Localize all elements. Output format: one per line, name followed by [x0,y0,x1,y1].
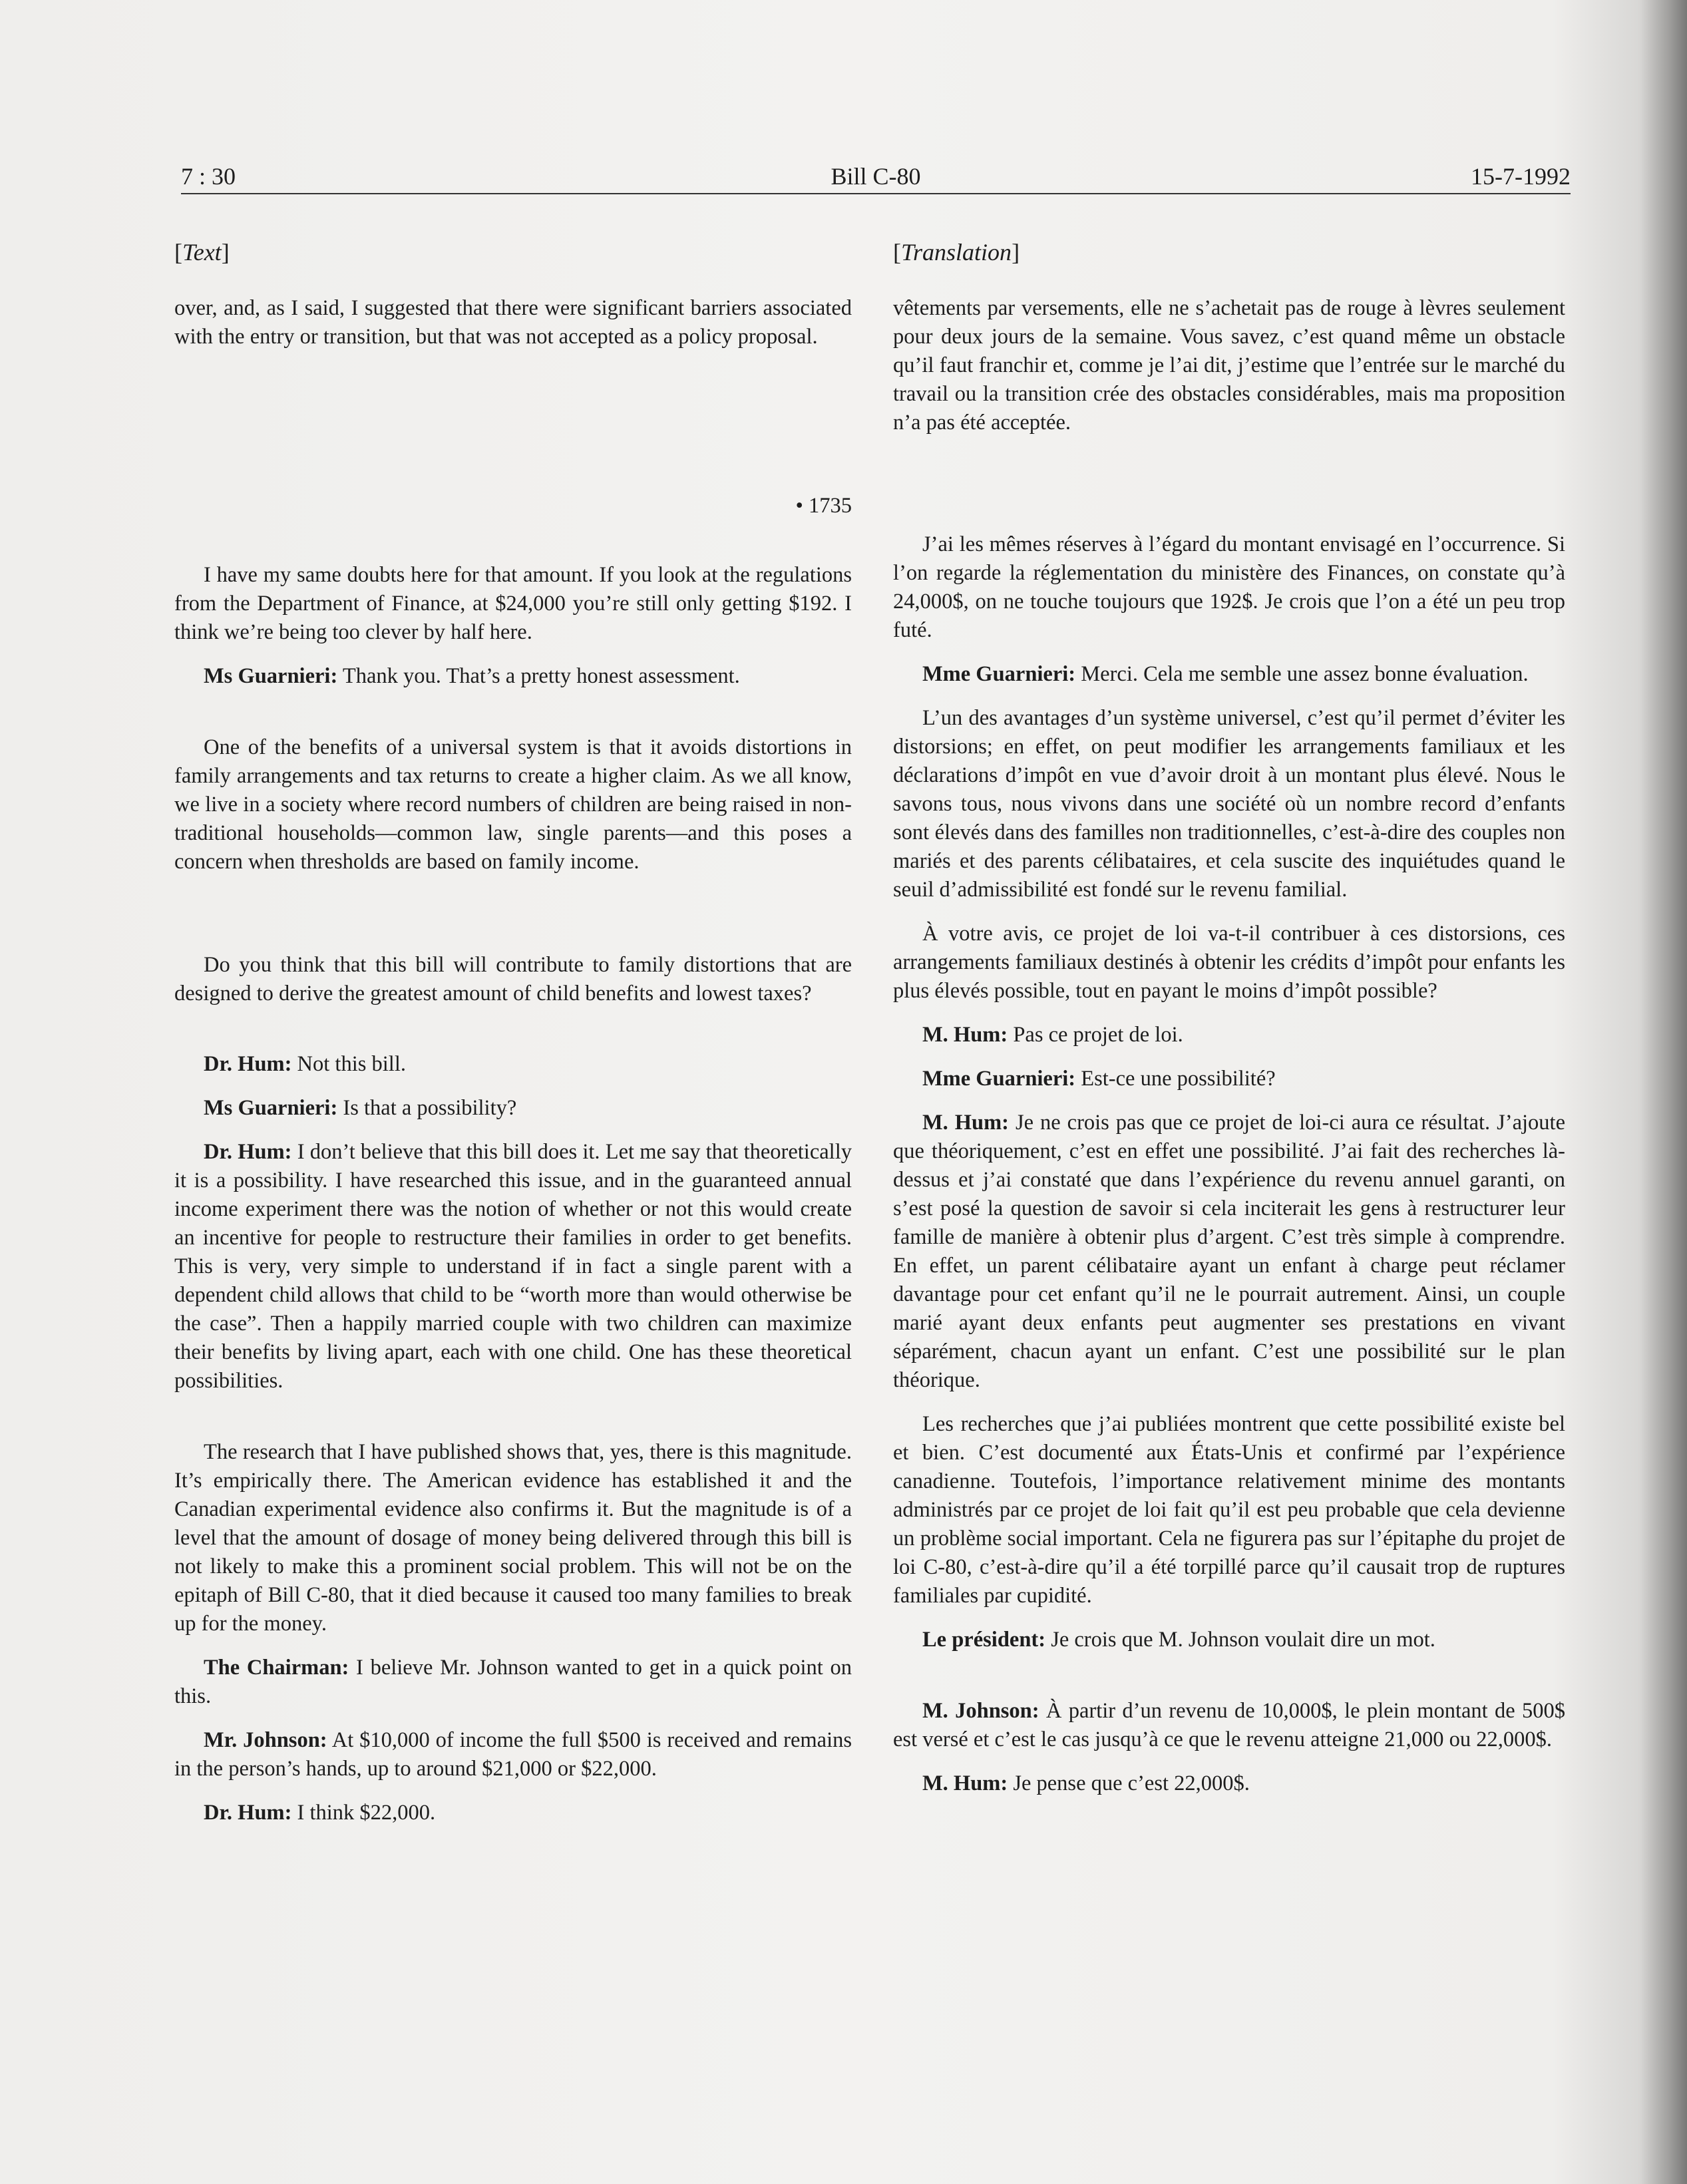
speech: The Chairman: I believe Mr. Johnson wanted to get in a quick point on this. [174,1656,852,1708]
speaker-name: M. Hum: [922,1111,1010,1135]
speech: M. Hum: Je pense que c’est 22,000$. [922,1771,1250,1795]
paragraph: over, and, as I said, I suggested that there were significant barriers associated with the entry or transition, but that was not accepted as a policy proposal. [174,296,852,349]
paragraph: The research that I have published shows that, yes, there is this magnitude. It’s empirically there. The American evidence has established it and the Canadian experimental evidence also confirms it. But the magnitude is of a level that the amount of dosage of money being delivered through this bill is not likely to make this a prominent social problem. This will not be on the epitaph of Bill C-80, that it died because it caused too many families to break up for the money. [174,1440,852,1636]
page-number: 7 : 30 [181,163,236,190]
english-column [174,238,852,1827]
page-edge-shadow [1640,0,1687,2184]
paragraph: J’ai les mêmes réserves à l’égard du montant envisagé en l’occurrence. Si l’on regarde la réglementation du ministère des Finances, on constate qu’à 24,000$, on ne touche toujours que 192$. Je crois que l’on a été un peu trop futé. [893,532,1565,642]
paragraph: Les recherches que j’ai publiées montrent que cette possibilité existe bel et bien. C’est documenté aux États-Unis et confirmé par l’expérience canadienne. Toutefois, l’importance relativement minime des montants administrés par ce projet de loi fait qu’il est peu probable que cela devienne un problème social important. Cela ne figurera pas sur l’épitaphe du projet de loi C-80, c’est-à-dire qu’il a été torpillé parce qu’il causait trop de ruptures familiales par cupidité. [893,1412,1565,1608]
speaker-name: Ms Guarnieri: [204,664,338,688]
paragraph: Do you think that this bill will contribute to family distortions that are designed to derive the greatest amount of child benefits and lowest taxes? [174,953,852,1005]
speaker-name: Le président: [922,1628,1046,1652]
language-label: [Translation] [893,239,1020,266]
language-label: [Text] [174,239,230,266]
speaker-name: Ms Guarnieri: [204,1096,338,1120]
speech: Dr. Hum: Not this bill. [204,1052,406,1076]
speaker-name: M. Hum: [922,1023,1008,1047]
document-title: Bill C-80 [831,163,921,190]
french-column [893,238,1565,1798]
speech: Ms Guarnieri: Thank you. That’s a pretty honest assessment. [204,664,740,688]
speaker-name: Dr. Hum: [204,1801,292,1825]
speech: Mme Guarnieri: Merci. Cela me semble une assez bonne évaluation. [922,662,1529,686]
speech: M. Hum: Pas ce projet de loi. [922,1023,1183,1047]
speaker-name: M. Hum: [922,1771,1008,1795]
speaker-name: Dr. Hum: [204,1140,292,1164]
speaker-name: The Chairman: [204,1656,349,1680]
speaker-name: Dr. Hum: [204,1052,292,1076]
speaker-name: M. Johnson: [922,1699,1039,1723]
paragraph: vêtements par versements, elle ne s’achetait pas de rouge à lèvres seulement pour deux jours de la semaine. Vous savez, c’est quand même un obstacle qu’il faut franchir et, comme je l’ai dit, j’estime que l’entrée sur le marché du travail ou la transition crée des obstacles considérables, mais ma proposition n’a pas été acceptée. [893,296,1565,435]
speech: M. Johnson: À partir d’un revenu de 10,000$, le plein montant de 500$ est versé et c’est le cas jusqu’à ce que le revenu atteigne 21,000 ou 22,000$. [893,1699,1566,1751]
speech: Le président: Je crois que M. Johnson voulait dire un mot. [922,1628,1435,1652]
speech: M. Hum: Je ne crois pas que ce projet de loi-ci aura ce résultat. J’ajoute que théoriquement, c’est en effet une possibilité. J’ai fait des recherches là-dessus et j’ai constaté que dans l’expérience du revenu annuel garanti, on s’est posé la question de savoir si cela inciterait les gens à restructurer leur famille de manière à obtenir plus d’argent. C’est très simple à comprendre. En effet, un parent célibataire ayant un enfant à charge peut réclamer davantage pour cet enfant qu’il ne le pourrait autrement. Ainsi, un couple marié ayant deux enfants peut augmenter ses prestations en vivant séparément, chacun ayant un enfant. C’est une possibilité sur le plan théorique. [893,1111,1566,1392]
sitting-date: 15-7-1992 [1471,163,1571,190]
speech: Dr. Hum: I don’t believe that this bill does it. Let me say that theoretically it is a possibility. I have researched this issue, and in the guaranteed annual income experiment there was the notion of whether or not this would create an incentive for people to restructure their families in order to get benefits. This is very, very simple to understand if in fact a single parent with a dependent child allows that child to be “worth more than would otherwise be the case”. Then a happily married couple with two children can maximize their benefits by living apart, each with one child. One has these theoretical possibilities. [174,1140,852,1393]
speaker-name: Mr. Johnson: [204,1728,327,1752]
speaker-name: Mme Guarnieri: [922,662,1076,686]
running-header [181,158,1571,194]
paragraph: One of the benefits of a universal system is that it avoids distortions in family arrangements and tax returns to create a higher claim. As we all know, we live in a society where record numbers of children are being raised in non-traditional households—common law, single parents—and this poses a concern when thresholds are based on family income. [174,735,852,874]
speech: Mr. Johnson: At $10,000 of income the full $500 is received and remains in the person’s hands, up to around $21,000 or $22,000. [174,1728,852,1781]
paragraph: I have my same doubts here for that amount. If you look at the regulations from the Department of Finance, at $24,000 you’re still only getting $192. I think we’re being too clever by half here. [174,563,852,644]
speech: Dr. Hum: I think $22,000. [204,1801,436,1825]
paragraph: L’un des avantages d’un système universel, c’est qu’il permet d’éviter les distorsions; en effet, on peut modifier les arrangements familiaux et les déclarations d’impôt en vue d’avoir droit à un montant plus élevé. Nous le savons tous, nous vivons dans une société où un nombre record d’enfants sont élevés dans des familles non traditionnelles, c’est-à-dire des couples non mariés et des parents célibataires, et cela suscite des inquiétudes quand le seuil d’admissibilité est fondé sur le revenu familial. [893,706,1565,902]
paragraph: À votre avis, ce projet de loi va-t-il contribuer à ces distorsions, ces arrangements familiaux destinés à obtenir les crédits d’impôt pour enfants les plus élevés possible, tout en payant le moins d’impôt possible? [893,922,1565,1003]
speech: Mme Guarnieri: Est-ce une possibilité? [922,1067,1276,1091]
timestamp: • 1735 [795,494,852,518]
speaker-name: Mme Guarnieri: [922,1067,1076,1091]
speech: Ms Guarnieri: Is that a possibility? [204,1096,517,1120]
